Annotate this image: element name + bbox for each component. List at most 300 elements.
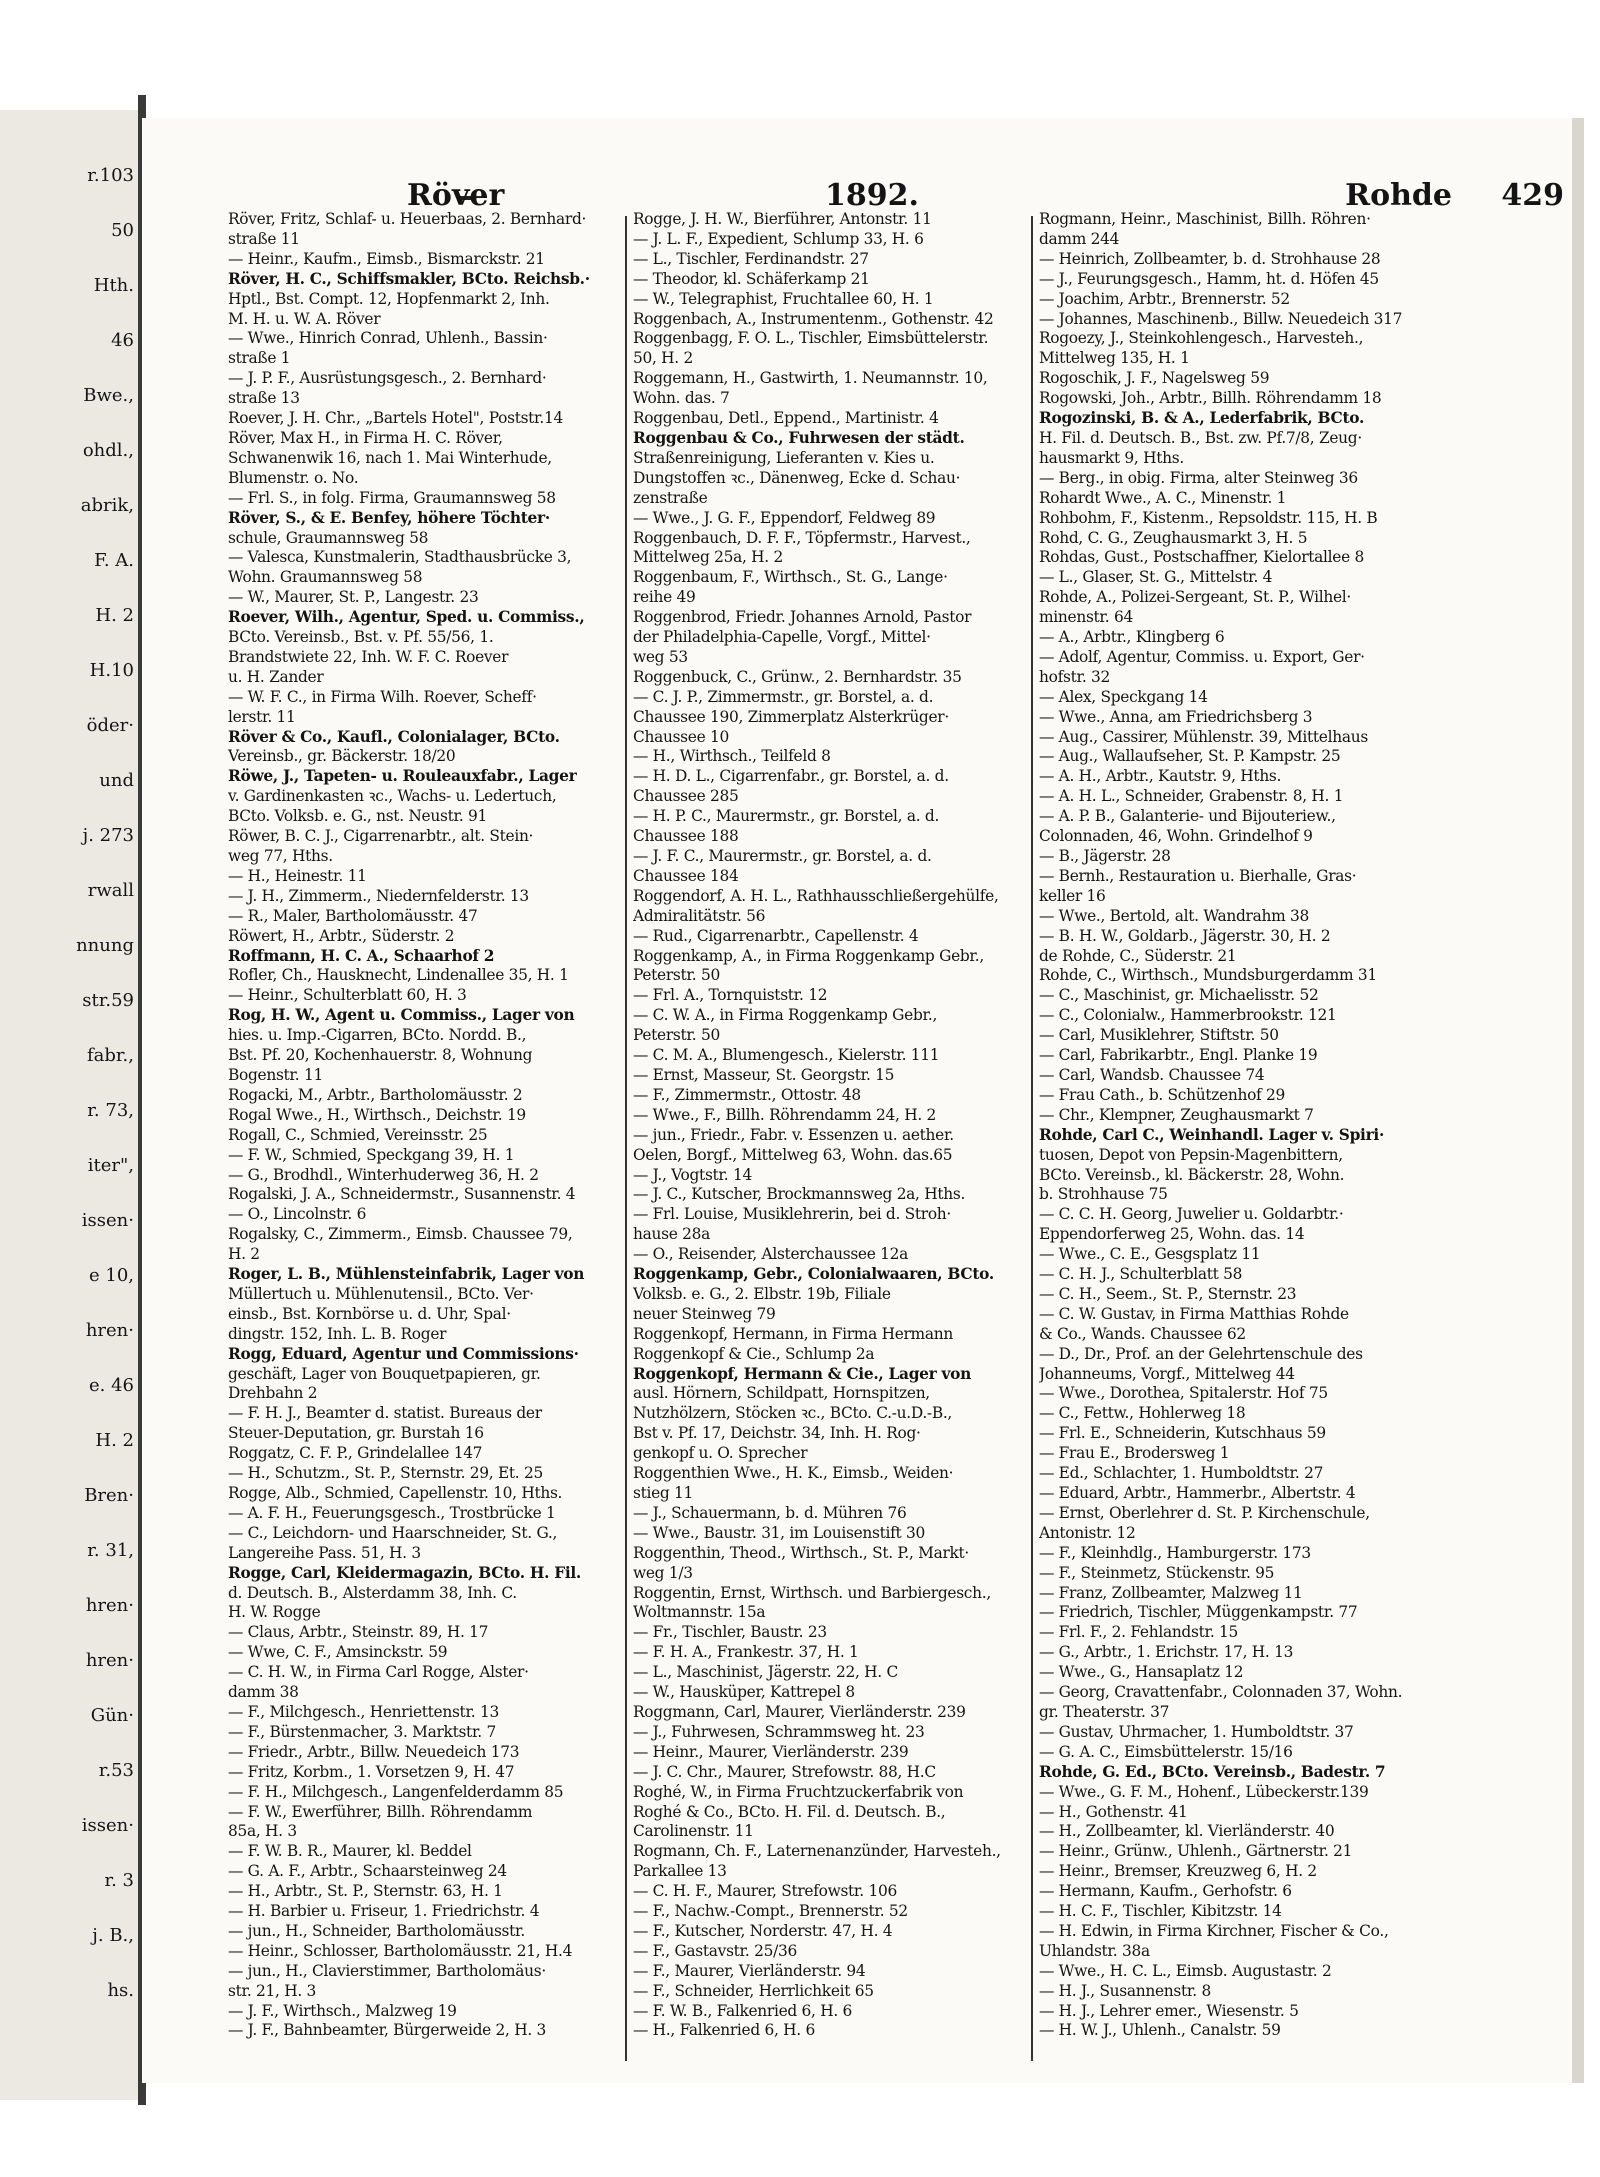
directory-line: — H., Wirthsch., Teilfeld 8 <box>633 747 831 766</box>
directory-line: — J. F. C., Maurermstr., gr. Borstel, a. d. <box>633 847 932 865</box>
page-number: 429 <box>1501 178 1564 213</box>
directory-line: — Chr., Klempner, Zeughausmarkt 7 <box>1039 1105 1314 1124</box>
directory-line: — G. A. C., Eimsbüttelerstr. 15/16 <box>1039 1742 1293 1761</box>
directory-line: — jun., H., Clavierstimmer, Bartholomäus· <box>228 1961 546 1980</box>
directory-line: — C. W. Gustav, in Firma Matthias Rohde <box>1039 1304 1349 1323</box>
directory-line: Rogg, Eduard, Agentur und Commissions· <box>228 1344 579 1363</box>
directory-line: Rohardt Wwe., A. C., Minenstr. 1 <box>1039 488 1287 507</box>
left-page-fragment: e 10, <box>89 1266 134 1286</box>
directory-line: Rohde, G. Ed., BCto. Vereinsb., Badestr. 7 <box>1039 1762 1386 1781</box>
column-2 <box>633 210 1033 2060</box>
directory-line: — H. J., Lehrer emer., Wiesenstr. 5 <box>1039 2001 1299 2020</box>
directory-line: Roggenthin, Theod., Wirthsch., St. P., Markt· <box>633 1543 970 1562</box>
directory-line: — H., Arbtr., St. P., Sternstr. 63, H. 1 <box>228 1882 503 1901</box>
directory-line: b. Strohhause 75 <box>1039 1185 1168 1204</box>
directory-line: — Eduard, Arbtr., Hammerbr., Albertstr. 4 <box>1039 1484 1356 1502</box>
directory-line: hies. u. Imp.-Cigarren, BCto. Nordd. B., <box>228 1026 527 1045</box>
directory-line: Röwert, H., Arbtr., Süderstr. 2 <box>228 926 455 945</box>
directory-line: Bogenstr. 11 <box>228 1065 323 1084</box>
directory-line: Chaussee 10 <box>633 727 729 746</box>
directory-line: Rog, H. W., Agent u. Commiss., Lager von <box>228 1006 575 1025</box>
left-page-fragment: nnung <box>76 936 134 956</box>
left-page-fragment: r. 3 <box>104 1871 134 1891</box>
directory-line: — Johannes, Maschinenb., Billw. Neuedeich 317 <box>1039 309 1403 328</box>
directory-line: — Wwe., Dorothea, Spitalerstr. Hof 75 <box>1039 1384 1328 1403</box>
directory-line: — Franz, Zollbeamter, Malzweg 11 <box>1039 1583 1303 1602</box>
left-page-fragment: r.103 <box>87 166 134 186</box>
header-right-name: Rohde <box>1345 178 1452 213</box>
directory-line: H. 2 <box>228 1245 260 1264</box>
directory-line: BCto. Volksb. e. G., nst. Neustr. 91 <box>228 807 487 826</box>
left-page-fragment: F. A. <box>94 551 134 571</box>
directory-line: straße 1 <box>228 349 291 368</box>
directory-line: Rohde, A., Polizei-Sergeant, St. P., Wilhel· <box>1039 588 1351 607</box>
directory-line: u. H. Zander <box>228 667 324 686</box>
directory-line: d. Deutsch. B., Alsterdamm 38, Inh. C. <box>228 1583 517 1602</box>
directory-line: — Frau Cath., b. Schützenhof 29 <box>1039 1085 1286 1104</box>
directory-line: Roggendorf, A. H. L., Rathhausschließergehülfe, <box>633 886 999 905</box>
directory-line: Röwer, B. C. J., Cigarrenarbtr., alt. Stein· <box>228 827 534 846</box>
column-rule <box>625 216 627 2061</box>
left-page-fragment: issen· <box>81 1816 134 1836</box>
column-3 <box>1039 210 1439 2060</box>
directory-line: BCto. Vereinsb., Bst. v. Pf. 55/56, 1. <box>228 628 494 647</box>
directory-line: — O., Lincolnstr. 6 <box>228 1205 367 1224</box>
directory-line: Rogall, C., Schmied, Vereinsstr. 25 <box>228 1125 488 1144</box>
directory-line: Röver, Fritz, Schlaf- u. Heuerbaas, 2. Bernhard· <box>228 210 587 228</box>
left-page-fragment: j. 273 <box>82 826 134 846</box>
directory-line: — F. W., Ewerführer, Billh. Röhrendamm <box>228 1802 533 1821</box>
directory-line: — Berg., in obig. Firma, alter Steinweg 36 <box>1039 468 1358 487</box>
directory-line: — A. F. H., Feuerungsgesch., Trostbrücke 1 <box>228 1503 556 1522</box>
directory-line: — Wwe., J. G. F., Eppendorf, Feldweg 89 <box>633 508 936 527</box>
directory-line: Roggenkopf, Hermann, in Firma Hermann <box>633 1324 953 1343</box>
directory-line: Röver, H. C., Schiffsmakler, BCto. Reichsb.· <box>228 269 590 288</box>
directory-line: Roggentin, Ernst, Wirthsch. und Barbiergesch., <box>633 1583 991 1602</box>
directory-line: Roghé, W., in Firma Fruchtzuckerfabrik von <box>633 1782 964 1801</box>
directory-line: Peterstr. 50 <box>633 1026 720 1045</box>
directory-line: — F., Schneider, Herrlichkeit 65 <box>633 1981 874 2000</box>
directory-line: — Heinr., Bremser, Kreuzweg 6, H. 2 <box>1039 1862 1317 1881</box>
directory-line: tuosen, Depot von Pepsin-Magenbittern, <box>1039 1145 1343 1164</box>
directory-line: Rogalski, J. A., Schneidermstr., Susannenstr. 4 <box>228 1185 576 1204</box>
left-page-fragment: H. 2 <box>95 606 134 626</box>
directory-line: — H., Falkenried 6, H. 6 <box>633 2021 815 2040</box>
directory-line: — L., Tischler, Ferdinandstr. 27 <box>633 249 869 268</box>
directory-line: gr. Theaterstr. 37 <box>1039 1702 1170 1721</box>
directory-line: — Heinr., Grünw., Uhlenh., Gärtnerstr. 21 <box>1039 1842 1353 1861</box>
directory-line: str. 21, H. 3 <box>228 1981 316 2000</box>
directory-line: Brandstwiete 22, Inh. W. F. C. Roever <box>228 647 509 666</box>
directory-line: Roggenkopf, Hermann & Cie., Lager von <box>633 1364 972 1383</box>
directory-line: — J. H., Zimmerm., Niedernfelderstr. 13 <box>228 886 529 905</box>
directory-line: Rogoschik, J. F., Nagelsweg 59 <box>1039 369 1270 388</box>
directory-line: Colonnaden, 46, Wohn. Grindelhof 9 <box>1039 827 1313 846</box>
directory-line: — J., Fuhrwesen, Schrammsweg ht. 23 <box>633 1722 925 1741</box>
left-page-fragment: r. 73, <box>87 1101 134 1121</box>
directory-line: — Wwe., G. F. M., Hohenf., Lübeckerstr.139 <box>1039 1782 1369 1801</box>
directory-line: straße 13 <box>228 389 300 408</box>
left-page-edge <box>0 110 141 2100</box>
left-page-fragment: hren· <box>85 1321 134 1341</box>
directory-line: BCto. Vereinsb., kl. Bäckerstr. 28, Wohn. <box>1039 1165 1345 1184</box>
directory-line: Nutzhölzern, Stöcken ꝛc., BCto. C.-u.D.-B., <box>633 1404 953 1423</box>
directory-line: — L., Maschinist, Jägerstr. 22, H. C <box>633 1663 898 1682</box>
left-page-fragment: öder· <box>86 716 134 736</box>
directory-line: — F., Maurer, Vierländerstr. 94 <box>633 1961 866 1980</box>
directory-line: — H. Barbier u. Friseur, 1. Friedrichstr. 4 <box>228 1902 540 1921</box>
directory-line: einsb., Bst. Kornbörse u. d. Uhr, Spal· <box>228 1304 511 1323</box>
directory-line: — J., Feurungsgesch., Hamm, ht. d. Höfen 45 <box>1039 269 1379 288</box>
directory-line: Mittelweg 25a, H. 2 <box>633 548 783 567</box>
directory-line: — A., Arbtr., Klingberg 6 <box>1039 628 1225 647</box>
directory-line: M. H. u. W. A. Röver <box>228 309 381 328</box>
directory-line: Chaussee 188 <box>633 827 739 846</box>
left-page-fragment: e. 46 <box>89 1376 134 1396</box>
directory-line: Roever, J. H. Chr., „Bartels Hotel", Poststr.14 <box>228 409 564 428</box>
directory-line: — Rud., Cigarrenarbtr., Capellenstr. 4 <box>633 926 919 945</box>
directory-line: — jun., Friedr., Fabr. v. Essenzen u. aether. <box>633 1125 954 1144</box>
directory-line: — Heinrich, Zollbeamter, b. d. Strohhause 28 <box>1039 249 1381 268</box>
directory-line: — F., Steinmetz, Stückenstr. 95 <box>1039 1563 1275 1582</box>
directory-line: — Bernh., Restauration u. Bierhalle, Gras· <box>1039 866 1357 885</box>
directory-line: — Heinr., Schlosser, Bartholomäusstr. 21, H.4 <box>228 1941 573 1960</box>
directory-line: — Heinr., Schulterblatt 60, H. 3 <box>228 986 467 1005</box>
directory-line: Schwanenwik 16, nach 1. Mai Winterhude, <box>228 448 552 467</box>
directory-line: — Joachim, Arbtr., Brennerstr. 52 <box>1039 289 1290 308</box>
directory-line: hofstr. 32 <box>1039 667 1110 686</box>
directory-line: Bst v. Pf. 17, Deichstr. 34, Inh. H. Rog· <box>633 1424 921 1443</box>
directory-line: Vereinsb., gr. Bäckerstr. 18/20 <box>228 747 456 766</box>
directory-line: — F., Zimmermstr., Ottostr. 48 <box>633 1085 861 1104</box>
directory-line: Röwe, J., Tapeten- u. Rouleauxfabr., Lager <box>228 767 577 786</box>
directory-line: — F., Nachw.-Compt., Brennerstr. 52 <box>633 1902 908 1921</box>
directory-line: — Frau E., Brodersweg 1 <box>1039 1444 1230 1463</box>
directory-line: — J. C. Chr., Maurer, Strefowstr. 88, H.C <box>633 1762 936 1781</box>
directory-line: — L., Glaser, St. G., Mittelstr. 4 <box>1039 568 1273 587</box>
directory-line: — F., Kutscher, Norderstr. 47, H. 4 <box>633 1921 893 1940</box>
directory-line: — J. L. F., Expedient, Schlump 33, H. 6 <box>633 229 924 248</box>
directory-line: 85a, H. 3 <box>228 1822 297 1841</box>
directory-line: — Wwe., Anna, am Friedrichsberg 3 <box>1039 707 1313 726</box>
header-left-name: Röver <box>407 178 505 213</box>
directory-line: Rogge, Carl, Kleidermagazin, BCto. H. Fil. <box>228 1563 581 1582</box>
directory-line: — Fr., Tischler, Baustr. 23 <box>633 1623 827 1642</box>
directory-line: — Theodor, kl. Schäferkamp 21 <box>633 269 870 288</box>
directory-line: Rofler, Ch., Hausknecht, Lindenallee 35, H. 1 <box>228 966 569 985</box>
directory-line: — W., Telegraphist, Fruchtallee 60, H. 1 <box>633 289 934 308</box>
directory-line: 50, H. 2 <box>633 349 693 368</box>
directory-line: Rogowski, Joh., Arbtr., Billh. Röhrendamm 18 <box>1039 389 1382 408</box>
directory-line: Drehbahn 2 <box>228 1384 318 1403</box>
directory-line: Roggenbau & Co., Fuhrwesen der städt. <box>633 428 965 447</box>
header-year: 1892. <box>825 178 919 213</box>
directory-line: Roggenbagg, F. O. L., Tischler, Eimsbüttelerstr. <box>633 329 989 348</box>
directory-line: straße 11 <box>228 229 300 248</box>
directory-line: — Heinr., Maurer, Vierländerstr. 239 <box>633 1742 909 1761</box>
directory-line: — J., Schauermann, b. d. Mühren 76 <box>633 1503 907 1522</box>
left-page-fragment: r.53 <box>98 1761 134 1781</box>
directory-line: — F. W., Schmied, Speckgang 39, H. 1 <box>228 1145 515 1164</box>
left-page-fragment: iter", <box>87 1156 134 1176</box>
directory-line: — J., Vogtstr. 14 <box>633 1165 752 1184</box>
directory-line: Woltmannstr. 15a <box>633 1603 766 1622</box>
directory-line: Roggenbau, Detl., Eppend., Martinistr. 4 <box>633 409 939 428</box>
directory-line: damm 38 <box>228 1683 299 1702</box>
directory-line: — F. W. B. R., Maurer, kl. Beddel <box>228 1842 472 1861</box>
directory-line: — C., Leichdorn- und Haarschneider, St. G., <box>228 1523 558 1542</box>
directory-line: — H. J., Susannenstr. 8 <box>1039 1981 1211 2000</box>
directory-line: — C. H. W., in Firma Carl Rogge, Alster· <box>228 1663 529 1682</box>
directory-line: — H. P. C., Maurermstr., gr. Borstel, a. d. <box>633 807 940 826</box>
directory-line: — H., Zollbeamter, kl. Vierländerstr. 40 <box>1039 1822 1335 1841</box>
directory-line: Rohde, Carl C., Weinhandl. Lager v. Spiri· <box>1039 1125 1384 1144</box>
directory-line: — G., Arbtr., 1. Erichstr. 17, H. 13 <box>1039 1643 1294 1662</box>
directory-line: — A. P. B., Galanterie- und Bijouteriew., <box>1039 807 1336 826</box>
directory-line: — J. C., Kutscher, Brockmannsweg 2a, Hths. <box>633 1185 966 1204</box>
directory-line: Rogmann, Ch. F., Laternenanzünder, Harvesteh., <box>633 1842 1001 1861</box>
directory-line: Roggenbach, A., Instrumentenm., Gothenstr. 42 <box>633 309 994 328</box>
directory-line: — B., Jägerstr. 28 <box>1039 847 1171 865</box>
directory-line: — O., Reisender, Alsterchaussee 12a <box>633 1245 908 1264</box>
directory-line: Wohn. Graumannsweg 58 <box>228 568 423 587</box>
directory-line: Roggatz, C. F. P., Grindelallee 147 <box>228 1444 483 1463</box>
directory-line: der Philadelphia-Capelle, Vorgf., Mittel· <box>633 628 931 647</box>
directory-line: — Frl. Louise, Musiklehrerin, bei d. Stroh· <box>633 1205 952 1224</box>
directory-line: Johanneums, Vorgf., Mittelweg 44 <box>1039 1364 1295 1383</box>
directory-line: — Valesca, Kunstmalerin, Stadthausbrücke 3, <box>228 548 572 567</box>
directory-line: Rohdas, Gust., Postschaffner, Kielortallee 8 <box>1039 548 1364 567</box>
directory-line: Mittelweg 135, H. 1 <box>1039 349 1190 368</box>
directory-line: — jun., H., Schneider, Bartholomäusstr. <box>228 1921 525 1940</box>
directory-line: Roggenbaum, F., Wirthsch., St. G., Lange· <box>633 568 948 587</box>
directory-line: damm 244 <box>1039 229 1120 248</box>
directory-line: Admiralitätstr. 56 <box>633 906 766 925</box>
directory-line: Eppendorferweg 25, Wohn. das. 14 <box>1039 1225 1305 1244</box>
directory-line: — Alex, Speckgang 14 <box>1039 687 1208 706</box>
directory-line: Langereihe Pass. 51, H. 3 <box>228 1543 421 1562</box>
directory-line: Rogmann, Heinr., Maschinist, Billh. Röhren· <box>1039 210 1371 228</box>
directory-line: Chaussee 190, Zimmerplatz Alsterkrüger· <box>633 707 949 726</box>
directory-line: Bst. Pf. 20, Kochenhauerstr. 8, Wohnung <box>228 1046 533 1065</box>
directory-line: de Rohde, C., Süderstr. 21 <box>1039 946 1237 965</box>
directory-line: — J. P. F., Ausrüstungsgesch., 2. Bernhard· <box>228 369 547 388</box>
left-page-fragment: H. 2 <box>95 1431 134 1451</box>
directory-line: Roghé & Co., BCto. H. Fil. d. Deutsch. B., <box>633 1802 946 1821</box>
directory-line: — F., Bürstenmacher, 3. Marktstr. 7 <box>228 1722 496 1741</box>
directory-line: Rohde, C., Wirthsch., Mundsburgerdamm 31 <box>1039 966 1377 985</box>
directory-line: — C., Maschinist, gr. Michaelisstr. 52 <box>1039 986 1319 1005</box>
left-page-fragment: Bwe., <box>83 386 134 406</box>
directory-line: — Wwe., Bertold, alt. Wandrahm 38 <box>1039 906 1309 925</box>
directory-line: — Wwe., G., Hansaplatz 12 <box>1039 1663 1244 1682</box>
left-page-fragment: rwall <box>87 881 134 901</box>
directory-line: lerstr. 11 <box>228 707 296 726</box>
directory-line: zenstraße <box>633 488 708 507</box>
directory-line: ausl. Hörnern, Schildpatt, Hornspitzen, <box>633 1384 930 1403</box>
left-page-fragment: r. 31, <box>87 1541 134 1561</box>
directory-line: — F. H. A., Frankestr. 37, H. 1 <box>633 1643 859 1662</box>
directory-line: — Frl. F., 2. Fehlandstr. 15 <box>1039 1623 1238 1642</box>
directory-line: — F., Milchgesch., Henriettenstr. 13 <box>228 1702 499 1721</box>
directory-line: — Gustav, Uhrmacher, 1. Humboldtstr. 37 <box>1039 1722 1354 1741</box>
left-page-fragment: 46 <box>111 331 134 351</box>
directory-line: Röver, S., & E. Benfey, höhere Töchter· <box>228 508 550 527</box>
directory-line: — C. C. H. Georg, Juwelier u. Goldarbtr.· <box>1039 1205 1344 1224</box>
directory-line: Rogozinski, B. & A., Lederfabrik, BCto. <box>1039 409 1365 428</box>
directory-line: — Wwe, C. F., Amsinckstr. 59 <box>228 1643 448 1662</box>
directory-line: Rohd, C. G., Zeughausmarkt 3, H. 5 <box>1039 528 1308 547</box>
directory-line: stieg 11 <box>633 1484 694 1502</box>
left-page-fragment: hs. <box>107 1981 134 2001</box>
directory-line: — D., Dr., Prof. an der Gelehrtenschule des <box>1039 1344 1363 1363</box>
directory-line: Rogge, Alb., Schmied, Capellenstr. 10, Hths. <box>228 1484 563 1502</box>
directory-line: — C. H., Seem., St. P., Sternstr. 23 <box>1039 1284 1297 1303</box>
directory-line: Roggenkopf & Cie., Schlump 2a <box>633 1344 875 1363</box>
directory-line: — C. J. P., Zimmermstr., gr. Borstel, a. d. <box>633 687 934 706</box>
directory-line: — Friedrich, Tischler, Müggenkampstr. 77 <box>1039 1603 1358 1622</box>
directory-line: — W., Maurer, St. P., Langestr. 23 <box>228 588 479 607</box>
directory-line: — Wwe., Hinrich Conrad, Uhlenh., Bassin· <box>228 329 548 348</box>
directory-line: — Frl. S., in folg. Firma, Graumannsweg 58 <box>228 488 556 507</box>
directory-line: Roger, L. B., Mühlensteinfabrik, Lager von <box>228 1265 585 1284</box>
directory-line: Straßenreinigung, Lieferanten v. Kies u. <box>633 448 935 467</box>
directory-line: — Heinr., Kaufm., Eimsb., Bismarckstr. 21 <box>228 249 545 268</box>
directory-line: — Carl, Wandsb. Chaussee 74 <box>1039 1065 1265 1084</box>
directory-line: — H. D. L., Cigarrenfabr., gr. Borstel, a. d. <box>633 767 949 786</box>
left-page-fragment: hren· <box>85 1651 134 1671</box>
directory-page <box>142 118 1574 2083</box>
directory-line: Röver, Max H., in Firma H. C. Röver, <box>228 428 503 447</box>
directory-line: Rogge, J. H. W., Bierführer, Antonstr. 11 <box>633 210 932 228</box>
directory-line: — H. Edwin, in Firma Kirchner, Fischer & Co., <box>1039 1921 1389 1940</box>
directory-line: — Georg, Cravattenfabr., Colonnaden 37, Wohn. <box>1039 1683 1403 1702</box>
left-page-fragment: Gün· <box>90 1706 134 1726</box>
directory-line: neuer Steinweg 79 <box>633 1304 776 1323</box>
directory-line: — C. H. F., Maurer, Strefowstr. 106 <box>633 1882 897 1901</box>
directory-line: — B. H. W., Goldarb., Jägerstr. 30, H. 2 <box>1039 926 1331 945</box>
directory-line: Roffmann, H. C. A., Schaarhof 2 <box>228 946 495 965</box>
directory-line: — Frl. A., Tornquiststr. 12 <box>633 986 828 1005</box>
directory-line: Hptl., Bst. Compt. 12, Hopfenmarkt 2, Inh. <box>228 289 550 308</box>
directory-line: — A. H. L., Schneider, Grabenstr. 8, H. 1 <box>1039 787 1344 806</box>
directory-line: — H. W. J., Uhlenh., Canalstr. 59 <box>1039 2021 1281 2040</box>
directory-line: — J. F., Bahnbeamter, Bürgerweide 2, H. 3 <box>228 2021 547 2040</box>
directory-line: Steuer-Deputation, gr. Burstah 16 <box>228 1424 484 1443</box>
directory-line: — F. H., Milchgesch., Langenfelderdamm 85 <box>228 1782 564 1801</box>
directory-line: Rogoezy, J., Steinkohlengesch., Harvesteh., <box>1039 329 1364 348</box>
directory-line: Roggenthien Wwe., H. K., Eimsb., Weiden· <box>633 1464 954 1483</box>
directory-line: H. W. Rogge <box>228 1603 321 1622</box>
left-page-fragment: j. B., <box>92 1926 134 1946</box>
directory-line: Roggenbrod, Friedr. Johannes Arnold, Pastor <box>633 608 972 627</box>
directory-line: — W., Hausküper, Kattrepel 8 <box>633 1683 855 1702</box>
directory-line: Oelen, Borgf., Mittelweg 63, Wohn. das.65 <box>633 1145 953 1164</box>
left-page-fragment: und <box>99 771 134 791</box>
directory-line: — Carl, Musiklehrer, Stiftstr. 50 <box>1039 1026 1279 1045</box>
directory-line: Rogal Wwe., H., Wirthsch., Deichstr. 19 <box>228 1105 526 1124</box>
directory-line: genkopf u. O. Sprecher <box>633 1444 808 1463</box>
directory-line: weg 1/3 <box>633 1563 693 1582</box>
left-page-fragment: H.10 <box>89 661 134 681</box>
directory-line: Rogalsky, C., Zimmerm., Eimsb. Chaussee 79, <box>228 1225 573 1244</box>
directory-line: hause 28a <box>633 1225 710 1244</box>
directory-line: — C. M. A., Blumengesch., Kielerstr. 111 <box>633 1046 940 1065</box>
directory-line: — H., Heinestr. 11 <box>228 866 367 885</box>
directory-line: — Aug., Cassirer, Mühlenstr. 39, Mittelhaus <box>1039 727 1368 746</box>
directory-line: Roggenbuck, C., Grünw., 2. Bernhardstr. 35 <box>633 667 962 686</box>
directory-line: — C., Fettw., Hohlerweg 18 <box>1039 1404 1246 1423</box>
directory-line: — Frl. E., Schneiderin, Kutschhaus 59 <box>1039 1424 1326 1443</box>
directory-line: Roggemann, H., Gastwirth, 1. Neumannstr. 10, <box>633 369 988 388</box>
directory-line: Volksb. e. G., 2. Elbstr. 19b, Filiale <box>633 1284 891 1303</box>
directory-line: — Ernst, Masseur, St. Georgstr. 15 <box>633 1065 895 1084</box>
left-page-fragment: str.59 <box>82 991 134 1011</box>
left-page-fragment: Bren· <box>84 1486 134 1506</box>
directory-line: — W. F. C., in Firma Wilh. Roever, Scheff· <box>228 687 537 706</box>
directory-line: — F., Gastavstr. 25/36 <box>633 1941 797 1960</box>
directory-line: Rogacki, M., Arbtr., Bartholomäusstr. 2 <box>228 1085 523 1104</box>
left-page-fragment: 50 <box>111 221 134 241</box>
directory-line: Chaussee 184 <box>633 866 739 885</box>
directory-line: — Carl, Fabrikarbtr., Engl. Planke 19 <box>1039 1046 1318 1065</box>
left-page-fragment: Hth. <box>93 276 134 296</box>
directory-line: Roggenkamp, A., in Firma Roggenkamp Gebr., <box>633 946 984 965</box>
directory-line: — F., Kleinhdlg., Hamburgerstr. 173 <box>1039 1543 1311 1562</box>
directory-line: schule, Graumannsweg 58 <box>228 528 429 547</box>
directory-line: — Adolf, Agentur, Commiss. u. Export, Ger· <box>1039 647 1365 666</box>
directory-line: — C. W. A., in Firma Roggenkamp Gebr., <box>633 1006 938 1025</box>
directory-line: — C., Colonialw., Hammerbrookstr. 121 <box>1039 1006 1337 1025</box>
directory-line: — H., Schutzm., St. P., Sternstr. 29, Et. 25 <box>228 1464 543 1483</box>
directory-line: — Fritz, Korbm., 1. Vorsetzen 9, H. 47 <box>228 1762 515 1781</box>
directory-line: — Wwe., C. E., Gesgsplatz 11 <box>1039 1245 1261 1264</box>
left-page-fragment: abrik, <box>80 496 134 516</box>
page-edge <box>1572 118 1584 2083</box>
directory-line: Parkallee 13 <box>633 1862 727 1881</box>
directory-line: Antonistr. 12 <box>1039 1523 1136 1542</box>
directory-line: — F. H. J., Beamter d. statist. Bureaus der <box>228 1404 542 1423</box>
directory-line: — Ed., Schlachter, 1. Humboldtstr. 27 <box>1039 1464 1324 1483</box>
directory-line: keller 16 <box>1039 886 1106 905</box>
directory-line: — G., Brodhdl., Winterhuderweg 36, H. 2 <box>228 1165 539 1184</box>
directory-line: Uhlandstr. 38a <box>1039 1941 1150 1960</box>
directory-line: — Aug., Wallaufseher, St. P. Kampstr. 25 <box>1039 747 1341 766</box>
directory-line: Chaussee 285 <box>633 787 739 806</box>
directory-line: dingstr. 152, Inh. L. B. Roger <box>228 1324 447 1343</box>
directory-line: — C. H. J., Schulterblatt 58 <box>1039 1265 1243 1284</box>
directory-line: — R., Maler, Bartholomäusstr. 47 <box>228 906 478 925</box>
directory-line: v. Gardinenkasten ꝛc., Wachs- u. Ledertuch, <box>228 787 557 806</box>
left-page-fragment: hren· <box>85 1596 134 1616</box>
directory-line: — Friedr., Arbtr., Billw. Neuedeich 173 <box>228 1742 520 1761</box>
directory-line: hausmarkt 9, Hths. <box>1039 448 1184 467</box>
directory-line: — Wwe., H. C. L., Eimsb. Augustastr. 2 <box>1039 1961 1332 1980</box>
directory-line: & Co., Wands. Chaussee 62 <box>1039 1324 1246 1343</box>
directory-line: weg 53 <box>633 647 688 666</box>
directory-line: — Hermann, Kaufm., Gerhofstr. 6 <box>1039 1882 1292 1901</box>
directory-line: Roggmann, Carl, Maurer, Vierländerstr. 239 <box>633 1702 966 1721</box>
directory-line: Roggenbauch, D. F. F., Töpfermstr., Harvest., <box>633 528 971 547</box>
directory-line: Roever, Wilh., Agentur, Sped. u. Commiss., <box>228 608 585 627</box>
directory-line: H. Fil. d. Deutsch. B., Bst. zw. Pf.7/8, Zeug· <box>1039 428 1362 447</box>
directory-line: — J. F., Wirthsch., Malzweg 19 <box>228 2001 457 2020</box>
left-page-fragment: ohdl., <box>82 441 134 461</box>
directory-line: Rohbohm, F., Kistenm., Repsoldstr. 115, H. B <box>1039 508 1378 527</box>
directory-line: — Wwe., F., Billh. Röhrendamm 24, H. 2 <box>633 1105 937 1124</box>
directory-line: — Wwe., Baustr. 31, im Louisenstift 30 <box>633 1523 925 1542</box>
directory-line: minenstr. 64 <box>1039 608 1133 627</box>
